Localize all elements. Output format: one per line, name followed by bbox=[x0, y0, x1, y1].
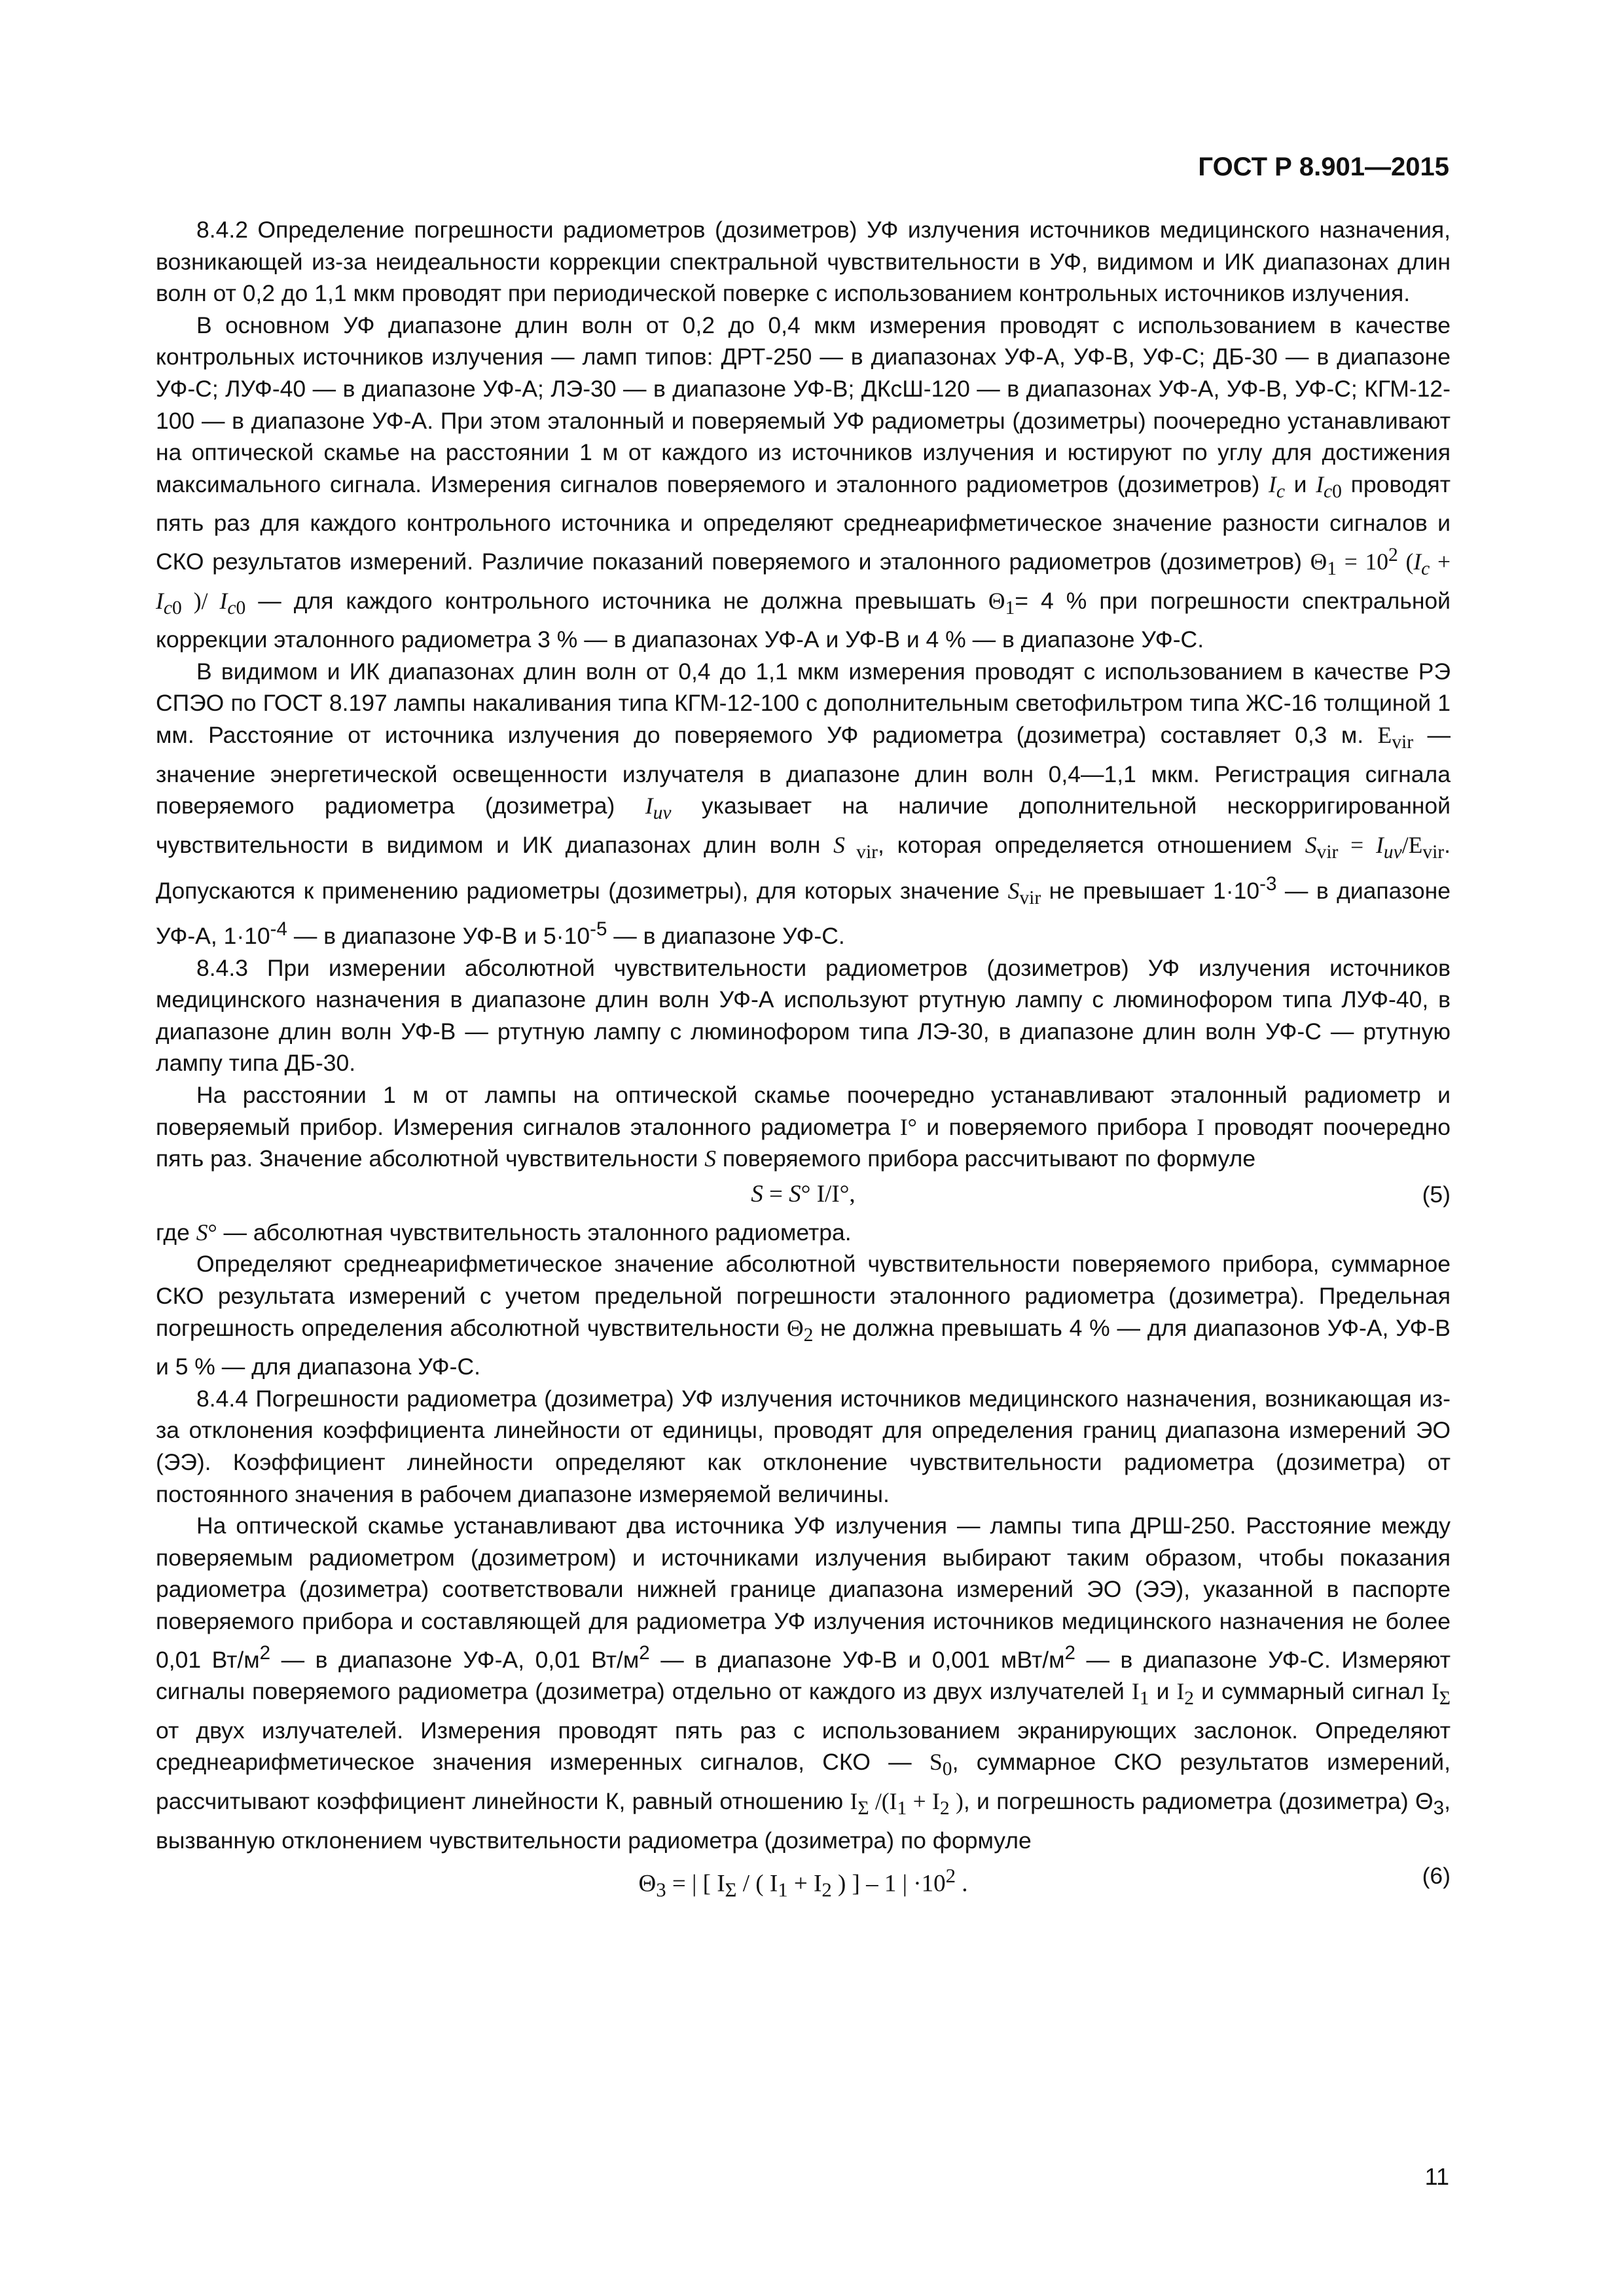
formula-5-expression: S = S° I/I°, bbox=[751, 1180, 856, 1208]
paragraph-mean-value: Определяют среднеарифметическое значение абсолютной чувствительности поверяемого прибора, суммарное СКО результата измерений с учетом предельной погрешности эталонного радиометра (дозиметра). Предельная погрешность определения абсолютной чувствительности $\Theta_2$ не должна превышать 4 % — для диапазонов УФ-А, УФ-В и 5 % — для диапазона УФ-С. bbox=[156, 1251, 1451, 1380]
paragraph-linearity: На оптической скамье устанавливают два источника УФ излучения — лампы типа ДРШ-250. Расстояние между поверяемым радиометром (дозиметром) и источниками излучения выбирают таким образом, чтобы показания радиометра (дозиметра) соответствовали нижней границе диапазона измерений ЭО (ЭЭ), указанной в паспорте поверяемого прибора и составляющей для радиометра УФ излучения источников медицинского назначения не более 0,01 $Вт/м^2$ — в диапазоне УФ-А, 0,01 $Вт/м^2$ — в диапазоне УФ-В и 0,001 мВт/$м^2$ — в диапазоне УФ-С. Измеряют сигналы поверяемого радиометра (дозиметра) отдельно от каждого из двух излучателей $I_1$ и $I_2$ и суммарный сигнал $I_\Sigma$ от двух излучателей. Измерения проводят пять раз с использованием экранирующих заслонок. Определяют среднеарифметическое значения измеренных сигналов, СКО — $S_0$, суммарное СКО результатов измерений, рассчитывают коэффициент линейности К, равный отношению $I_\Sigma$ $/(I_1 + I_2$ ), и погрешность радиометра (дозиметра) $\Theta_3$, вызванную отклонением чувствительности радиометра (дозиметра) по формуле bbox=[156, 1513, 1451, 1854]
paragraph-visible-ir: В видимом и ИК диапазонах длин волн от 0,4 до 1,1 мкм измерения проводят с использованием в качестве РЭ СПЭО по ГОСТ 8.197 лампы накаливания типа КГМ-12-100 с дополнительным светофильтром типа ЖС-16 толщиной 1 мм. Расстояние от источника излучения до поверяемого УФ радиометра (дозиметра) составляет 0,3 м. $E_{vir}$ — значение энергетической освещенности излучателя в диапазоне длин волн 0,4—1,1 мкм. Регистрация сигнала поверяемого радиометра (дозиметра) $I_{uv}$ указывает на наличие дополнительной нескорригированной чувствительности в видимом и ИК диапазонах длин волн S $_{vir}$, которая определяется отношением $S_{vir} = I_{uv}/E_{vir}$. Допускаются к применению радиометры (дозиметры), для которых значение $S_{vir}$ не превышает $1\cdot 10^{-3}$ — в диапазоне УФ-А, $1\cdot 10^{-4}$ — в диапазоне УФ-В и $5\cdot 10^{-5}$ — в диапазоне УФ-С. bbox=[156, 658, 1451, 950]
page-number: 11 bbox=[1424, 2163, 1449, 2190]
paragraph-8-4-2: 8.4.2 Определение погрешности радиометров (дозиметров) УФ излучения источников медицинского назначения, возникающей из-за неидеальности коррекции спектральной чувствительности в УФ, видимом и ИК диапазонах длин волн от 0,2 до 1,1 мкм проводят при периодической поверке с использованием контрольных источников излучения. bbox=[156, 217, 1451, 307]
paragraph-8-4-4: 8.4.4 Погрешности радиометра (дозиметра) УФ излучения источников медицинского назначения, возникающая из-за отклонения коэффициента линейности от единицы, проводят для определения границ диапазона измерений ЭО (ЭЭ). Коэффициент линейности определяют как отклонение чувствительности радиометра (дозиметра) от постоянного значения в рабочем диапазоне измеряемой величины. bbox=[156, 1385, 1451, 1507]
formula-6 bbox=[156, 1860, 1451, 1901]
paragraph-8-4-3: 8.4.3 При измерении абсолютной чувствительности радиометров (дозиметров) УФ излучения источников медицинского назначения в диапазоне длин волн УФ-А используют ртутную лампу с люминофором типа ЛУФ-40, в диапазоне длин волн УФ-В — ртутную лампу с люминофором типа ЛЭ-30, в диапазоне длин волн УФ-С — ртутную лампу типа ДБ-30. bbox=[156, 954, 1451, 1077]
formula-5 bbox=[156, 1179, 1451, 1213]
paragraph-uv-sources: В основном УФ диапазоне длин волн от 0,2 до 0,4 мкм измерения проводят с использованием в качестве контрольных источников излучения — ламп типов: ДРТ-250 — в диапазонах УФ-А, УФ-В, УФ-С; ДБ-30 — в диапазоне УФ-С; ЛУФ-40 — в диапазоне УФ-А; ЛЭ-30 — в диапазоне УФ-В; ДКсШ-120 — в диапазонах УФ-А, УФ-В, УФ-С; КГМ-12-100 — в диапазоне УФ-А. При этом эталонный и поверяемый УФ радиометры (дозиметры) поочередно устанавливают на оптической скамье на расстоянии 1 м от каждого из источников излучения и юстируют по углу для достижения максимального сигнала. Измерения сигналов поверяемого и эталонного радиометров (дозиметров) $I_c$ и $I_{c0}$ проводят пять раз для каждого контрольного источника и определяют среднеарифметическое значение разности сигналов и СКО результатов измерений. Различие показаний поверяемого и эталонного радиометров (дозиметров) $\Theta_1 = 10^2$ ($I_c + I_{c0}$ )/ $I_{c0}$ — для каждого контрольного источника не должна превышать $\Theta_1= 4$ % при погрешности спектральной коррекции эталонного радиометра 3 % — в диапазонах УФ-А и УФ-В и 4 % — в диапазоне УФ-С. bbox=[156, 312, 1451, 653]
formula-6-number: (6) bbox=[1422, 1863, 1451, 1890]
paragraph-abs-sensitivity: На расстоянии 1 м от лампы на оптической скамье поочередно устанавливают эталонный радиометр и поверяемый прибор. Измерения сигналов эталонного радиометра I° и поверяемого прибора I проводят поочередно пять раз. Значение абсолютной чувствительности S поверяемого прибора рассчитывают по формуле bbox=[156, 1081, 1451, 1172]
formula-5-number: (5) bbox=[1422, 1181, 1451, 1208]
standard-designation: ГОСТ Р 8.901—2015 bbox=[1198, 152, 1449, 181]
document-body bbox=[156, 214, 1451, 1901]
formula-6-expression: $\Theta_3$ = | [ $I_\Sigma$ / ( $I_1 + I_2$ ) ] – 1 | $\cdot 10^2$ . bbox=[638, 1865, 968, 1901]
formula-5-legend: где S° — абсолютная чувствительность эталонного радиометра. bbox=[156, 1219, 852, 1246]
